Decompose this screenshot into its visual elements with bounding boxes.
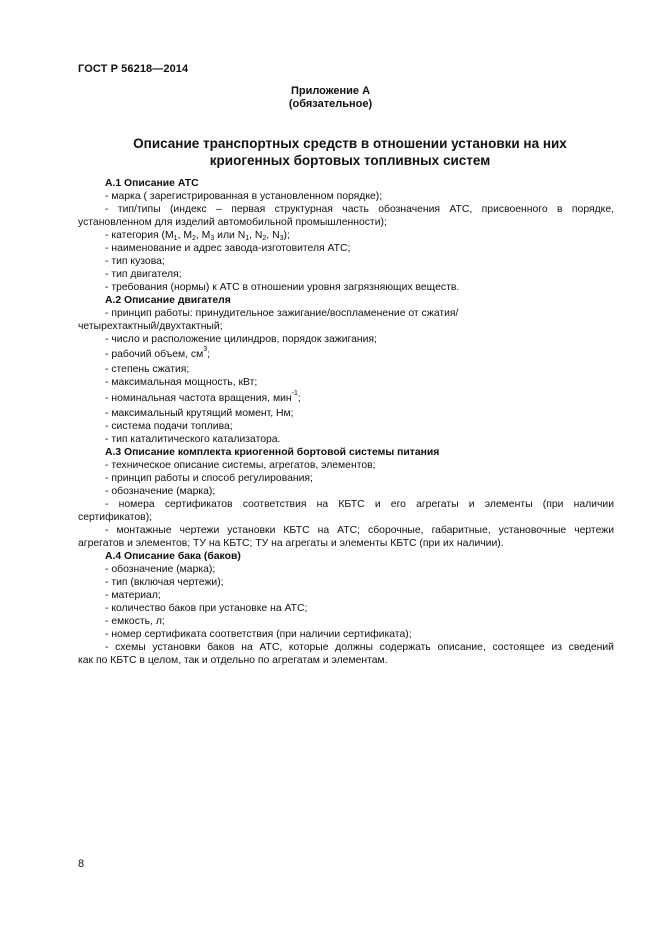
text: ; — [297, 393, 301, 404]
list-item: - требования (нормы) к АТС в отношении уровня загрязняющих веществ. — [105, 282, 460, 293]
list-item: - тип двигателя; — [105, 269, 182, 280]
subscript: 2 — [262, 235, 267, 242]
list-item-continuation: агрегатов и элементов; ТУ на КБТС; ТУ на агрегаты и элементы КБТС (при их наличии). — [78, 538, 504, 549]
superscript: -1 — [291, 390, 298, 397]
list-item: - монтажные чертежи установки КБТС на АТС; сборочные, габаритные, установочные чертежи — [105, 525, 614, 536]
subscript: 2 — [192, 235, 196, 242]
text: ; — [207, 349, 211, 360]
list-item: - тип/типы (индекс – первая структурная часть обозначения АТС, присвоенного в порядке, — [105, 204, 614, 215]
list-item: - емкость, л; — [105, 616, 165, 627]
section-heading-a2: А.2 Описание двигателя — [105, 295, 231, 306]
standard-header: ГОСТ Р 56218—2014 — [78, 63, 189, 75]
section-heading-a4: А.4 Описание бака (баков) — [105, 551, 241, 562]
list-item: - система подачи топлива; — [105, 421, 233, 432]
text: , M — [195, 230, 211, 241]
list-item-speed — [78, 389, 614, 407]
list-item: - максимальный крутящий момент, Нм; — [105, 408, 294, 419]
subscript: 3 — [279, 235, 284, 242]
document-body — [78, 177, 614, 667]
list-item: - материал; — [105, 590, 161, 601]
text: , N — [249, 230, 263, 241]
list-item: - тип (включая чертежи); — [105, 577, 224, 588]
list-item: - техническое описание системы, агрегатов, элементов; — [105, 460, 376, 471]
list-item: - наименование и адрес завода-изготовителя АТС; — [105, 243, 351, 254]
list-item-volume — [78, 346, 614, 363]
list-item-category — [78, 229, 614, 242]
list-item-continuation: четырехтактный/двухтактный; — [78, 321, 223, 332]
list-item: - марка ( зарегистрированная в установленном порядке); — [105, 191, 383, 202]
list-item-continuation: установленном для изделий автомобильной промышленности); — [78, 217, 387, 228]
text: , M — [177, 230, 192, 241]
list-item: - номера сертификатов соответствия на КБТС и его агрегаты и элементы (при наличии — [105, 499, 614, 510]
text: или N — [214, 230, 246, 241]
subscript: 1 — [173, 235, 178, 242]
main-title — [100, 135, 600, 169]
superscript: 3 — [203, 346, 208, 353]
text: - рабочий объем, см — [105, 349, 204, 360]
list-item: - степень сжатия; — [105, 364, 190, 375]
list-item: - тип кузова; — [105, 256, 165, 267]
list-item: - обозначение (марка); — [105, 486, 216, 497]
appendix-status: (обязательное) — [288, 98, 373, 110]
text: , N — [266, 230, 280, 241]
list-item: - принцип работы и способ регулирования; — [105, 473, 313, 484]
list-item: - схемы установки баков на АТС, которые должны содержать описание, состоящее из сведений — [105, 642, 614, 653]
subscript: 3 — [210, 235, 215, 242]
text: - категория (M — [105, 230, 174, 241]
main-title-line2: криогенных бортовых топливных систем — [209, 153, 491, 168]
list-item: - номер сертификата соответствия (при наличии сертификата); — [105, 629, 412, 640]
main-title-line1: Описание транспортных средств в отношении установки на них — [133, 136, 567, 151]
list-item: - число и расположение цилиндров, порядок зажигания; — [105, 334, 377, 345]
text: - номинальная частота вращения, мин — [105, 393, 292, 404]
section-heading-a3: А.3 Описание комплекта криогенной бортовой системы питания — [105, 447, 440, 458]
section-heading-a1: А.1 Описание АТС — [105, 178, 199, 189]
subscript: 1 — [245, 235, 250, 242]
list-item: - обозначение (марка); — [105, 564, 216, 575]
list-item: - максимальная мощность, кВт; — [105, 377, 258, 388]
text: ); — [283, 230, 290, 241]
list-item-continuation: сертификатов); — [78, 512, 153, 523]
list-item-continuation: как по КБТС в целом, так и отдельно по агрегатам и элементам. — [78, 655, 388, 666]
list-item: - принцип работы: принудительное зажигание/воспламенение от сжатия/ — [105, 308, 459, 319]
page-number: 8 — [78, 858, 85, 870]
list-item: - количество баков при установке на АТС; — [105, 603, 308, 614]
appendix-title: Приложение А — [290, 85, 371, 97]
list-item: - тип каталитического катализатора. — [105, 434, 281, 445]
